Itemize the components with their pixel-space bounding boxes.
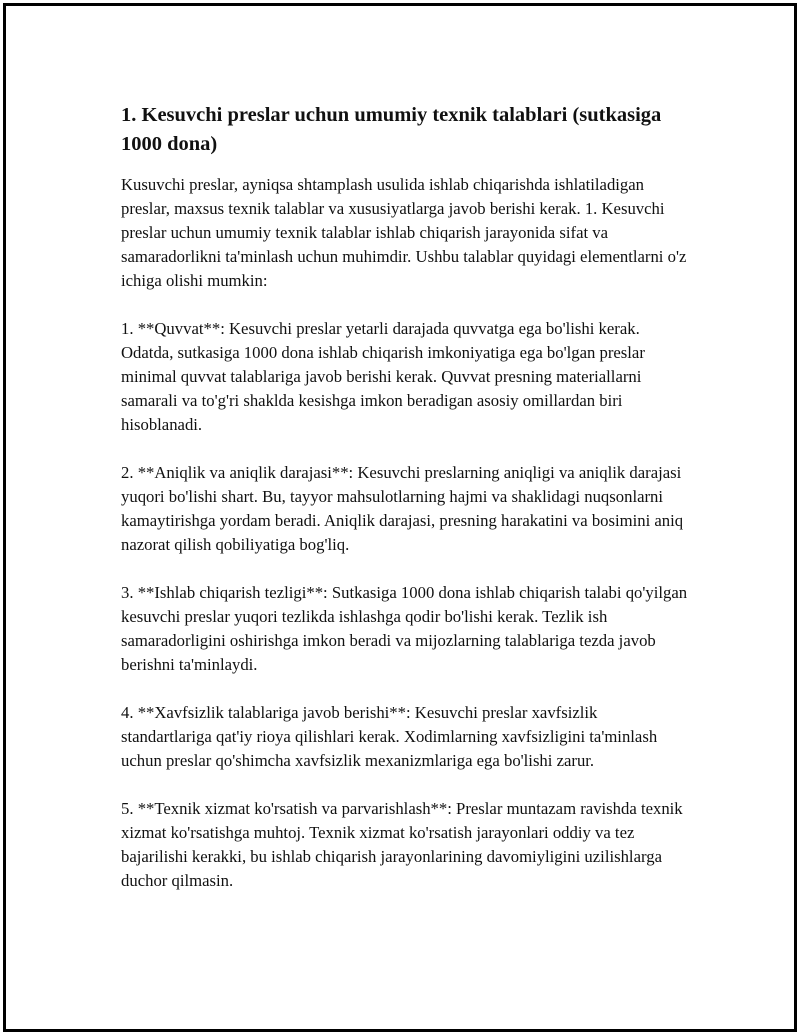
document-title: 1. Kesuvchi preslar uchun umumiy texnik talablari (sutkasiga 1000 dona) <box>121 104 662 155</box>
page-frame <box>3 3 797 1032</box>
paragraph-speed: 3. **Ishlab chiqarish tezligi**: Sutkasiga 1000 dona ishlab chiqarish talabi qo'yilgan kesuvchi preslar yuqori tezlikda ishlashga qodir bo'lishi kerak. Tezlik ish samaradorligini oshirishga imkon beradi va mijozlarning talablariga tezda javob berishni ta'minlaydi. <box>121 583 688 674</box>
paragraph-power: 1. **Quvvat**: Kesuvchi preslar yetarli darajada quvvatga ega bo'lishi kerak. Odatda, sutkasiga 1000 dona ishlab chiqarish imkoniyatiga ega bo'lgan preslar minimal quvvat talablariga javob berishi kerak. Quvvat presning materiallarni samarali va to'g'ri shaklda kesishga imkon beradigan asosiy omillardan biri hisoblanadi. <box>121 319 645 434</box>
paragraph-precision: 2. **Aniqlik va aniqlik darajasi**: Kesuvchi preslarning aniqligi va aniqlik darajasi yuqori bo'lishi shart. Bu, tayyor mahsulotlarning hajmi va shaklidagi nuqsonlarni kamaytirishga yordam beradi. Aniqlik darajasi, presning harakatini va bosimini aniq nazorat qilish qobiliyatiga bog'liq. <box>121 463 684 554</box>
paragraph-maintenance: 5. **Texnik xizmat ko'rsatish va parvarishlash**: Preslar muntazam ravishda texnik xizmat ko'rsatishga muhtoj. Texnik xizmat ko'rsatish jarayonlari oddiy va tez bajarilishi kerakki, bu ishlab chiqarish jarayonlarining davomiyligini uzilishlarga duchor qilmasin. <box>121 799 683 890</box>
document-body <box>121 101 691 893</box>
intro-paragraph: Kusuvchi preslar, ayniqsa shtamplash usulida ishlab chiqarishda ishlatiladigan preslar, maxsus texnik talablar va xususiyatlarga javob berishi kerak. 1. Kesuvchi preslar uchun umumiy texnik talablar ishlab chiqarish jarayonida sifat va samaradorlikni ta'minlash uchun muhimdir. Ushbu talablar quyidagi elementlarni o'z ichiga olishi mumkin: <box>121 175 687 290</box>
paragraph-safety: 4. **Xavfsizlik talablariga javob berishi**: Kesuvchi preslar xavfsizlik standartlariga qat'iy rioya qilishlari kerak. Xodimlarning xavfsizligini ta'minlash uchun preslar qo'shimcha xavfsizlik mexanizmlariga ega bo'lishi zarur. <box>121 703 658 770</box>
